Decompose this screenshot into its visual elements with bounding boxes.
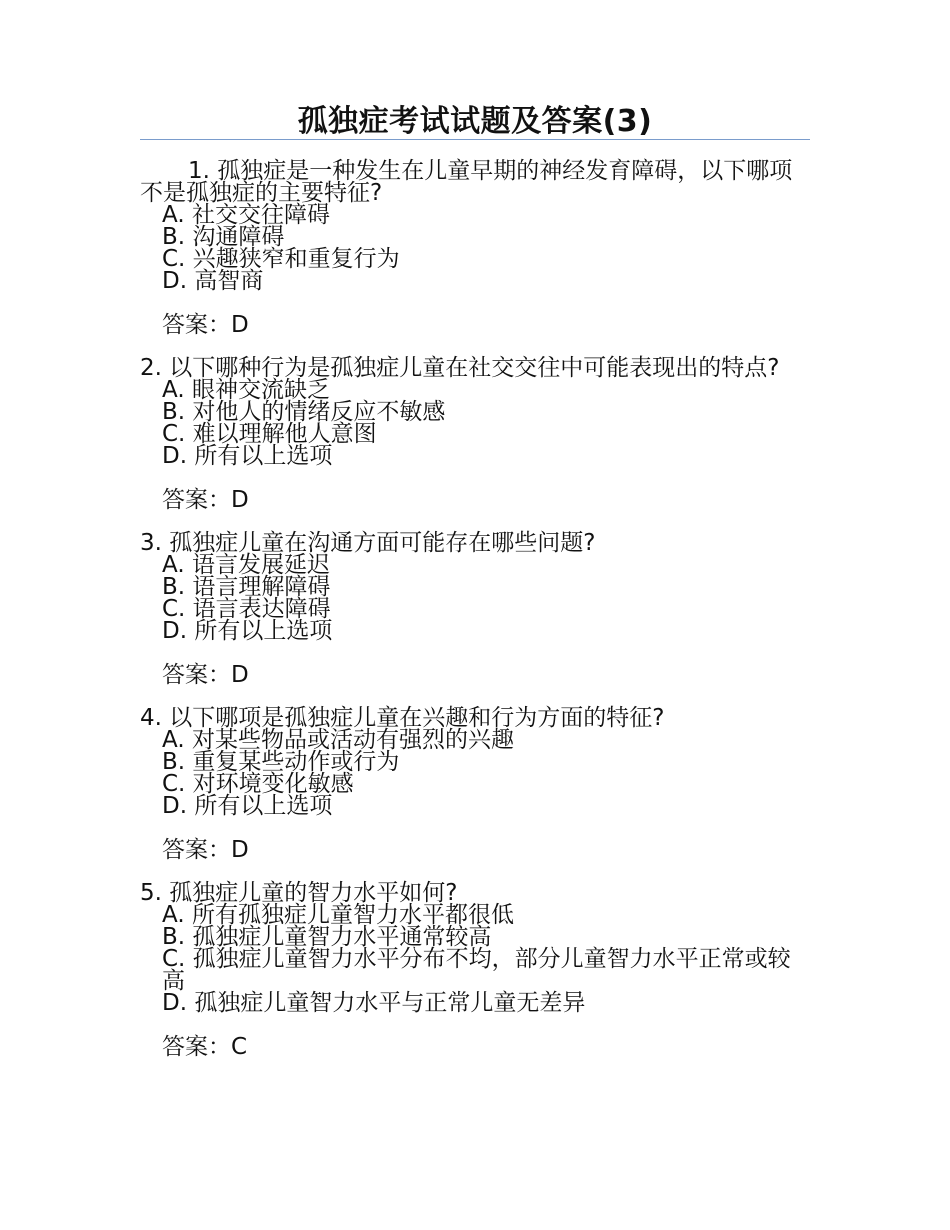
option-d: D. 所有以上选项 [162, 793, 333, 819]
option-d: D. 所有以上选项 [162, 618, 333, 644]
question-text: 5. 孤独症儿童的智力水平如何? [140, 880, 458, 906]
option-c: C. 孤独症儿童智力水平分布不均，部分儿童智力水平正常或较高 [162, 946, 791, 994]
option-d: D. 孤独症儿童智力水平与正常儿童无差异 [162, 990, 586, 1016]
question-text: 2. 以下哪种行为是孤独症儿童在社交交往中可能表现出的特点? [140, 355, 780, 381]
option-a: A. 眼神交流缺乏 [162, 377, 330, 403]
option-a: A. 语言发展延迟 [162, 552, 330, 578]
option-c: C. 兴趣狭窄和重复行为 [162, 246, 400, 272]
answer-text: 答案：D [162, 487, 249, 513]
option-c: C. 对环境变化敏感 [162, 771, 354, 797]
document-body [140, 160, 812, 1058]
question-block-1 [140, 160, 812, 336]
question-text: 4. 以下哪项是孤独症儿童在兴趣和行为方面的特征? [140, 705, 665, 731]
answer-text: 答案：D [162, 662, 249, 688]
question-text: 3. 孤独症儿童在沟通方面可能存在哪些问题? [140, 530, 596, 556]
option-b: B. 重复某些动作或行为 [162, 749, 400, 775]
option-d: D. 高智商 [162, 268, 264, 294]
title-underline [140, 139, 810, 140]
option-c: C. 语言表达障碍 [162, 596, 331, 622]
answer-text: 答案：C [162, 1034, 248, 1060]
answer-text: 答案：D [162, 312, 249, 338]
option-a: A. 对某些物品或活动有强烈的兴趣 [162, 727, 514, 753]
option-a: A. 所有孤独症儿童智力水平都很低 [162, 902, 514, 928]
question-text: 1. 孤独症是一种发生在儿童早期的神经发育障碍，以下哪项不是孤独症的主要特征? [140, 158, 793, 206]
answer-text: 答案：D [162, 837, 249, 863]
question-block-2 [140, 357, 812, 511]
document-title: 孤独症考试试题及答案(3) [297, 104, 653, 139]
option-c: C. 难以理解他人意图 [162, 421, 377, 447]
question-block-3 [140, 532, 812, 686]
option-b: B. 沟通障碍 [162, 224, 285, 250]
question-block-5 [140, 882, 812, 1058]
option-a: A. 社交交往障碍 [162, 202, 330, 228]
option-b: B. 对他人的情绪反应不敏感 [162, 399, 446, 425]
option-b: B. 孤独症儿童智力水平通常较高 [162, 924, 492, 950]
question-block-4 [140, 707, 812, 861]
option-d: D. 所有以上选项 [162, 443, 333, 469]
option-b: B. 语言理解障碍 [162, 574, 331, 600]
